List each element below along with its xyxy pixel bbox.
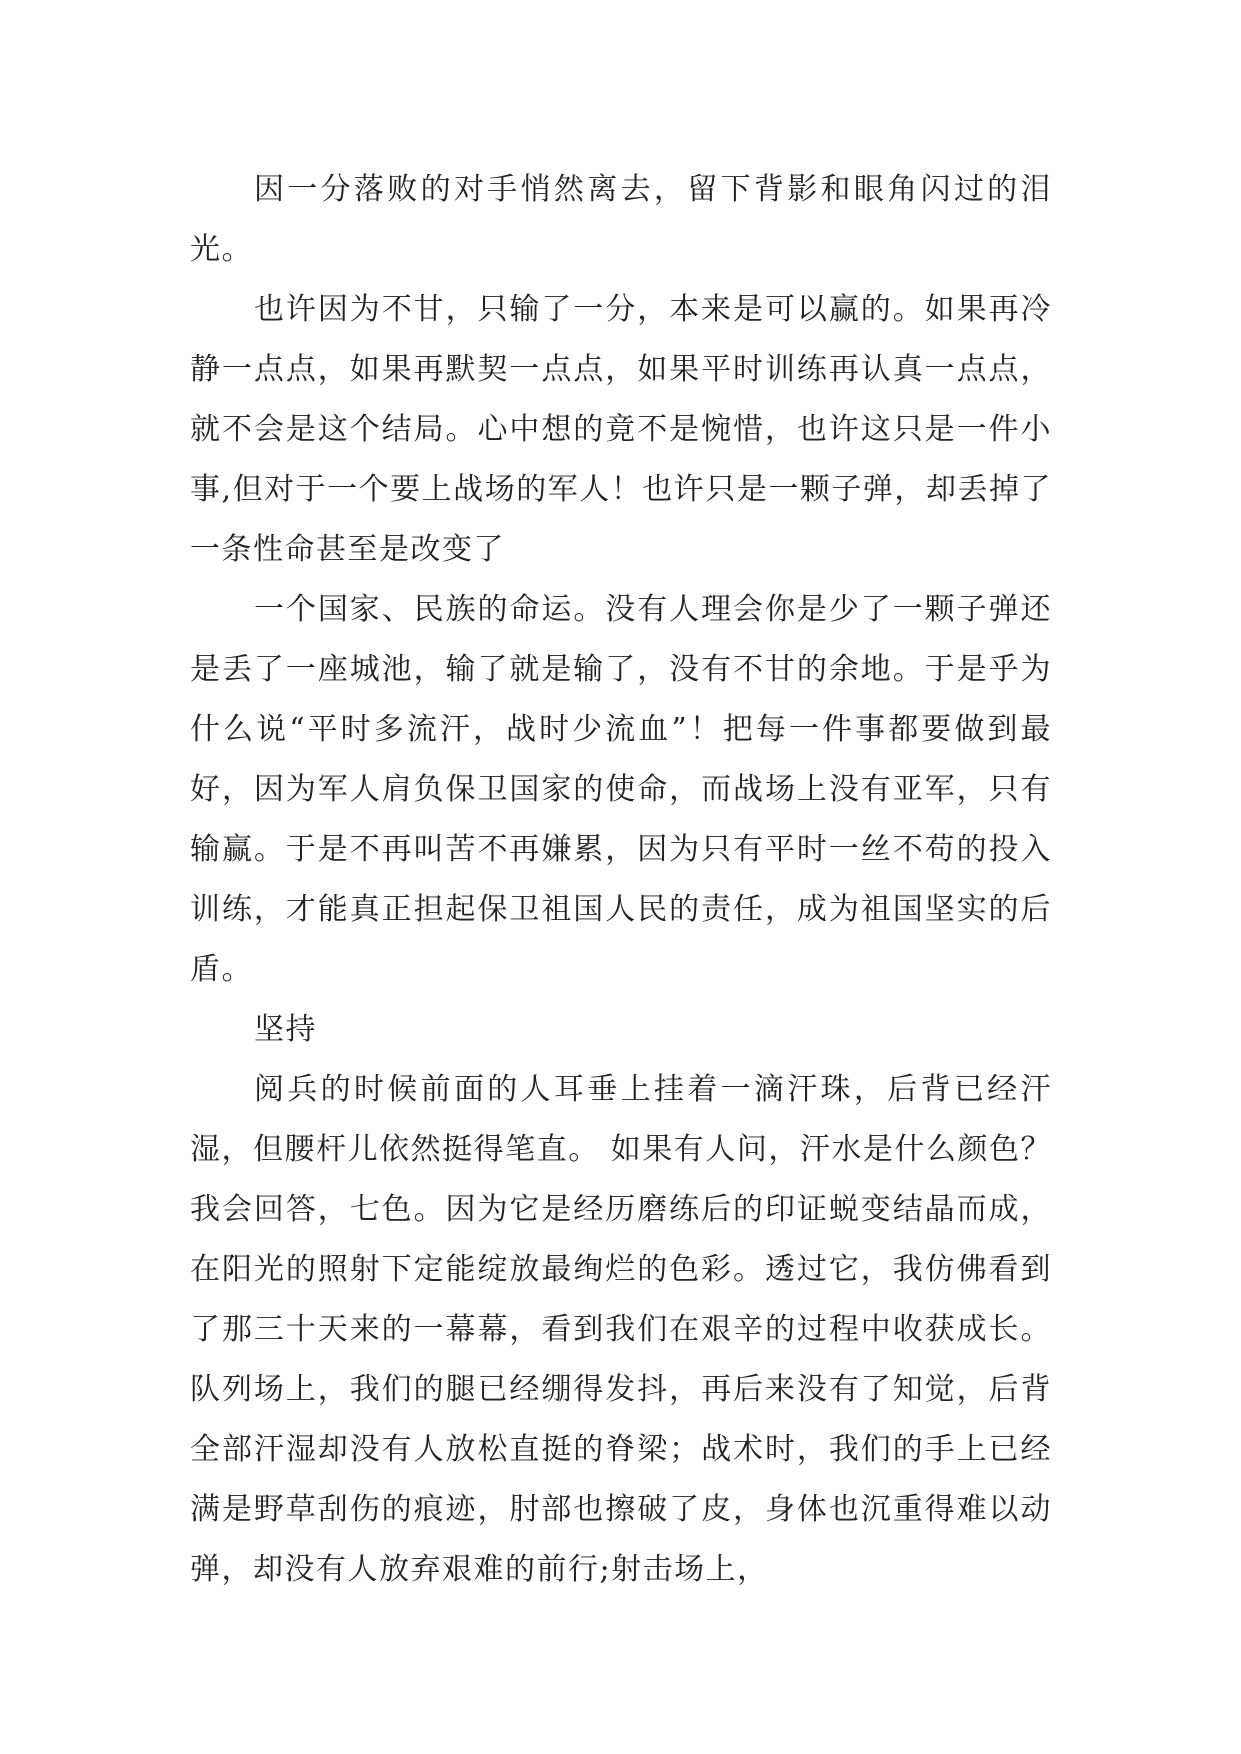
section-heading-persist: 坚持 [254, 1012, 317, 1047]
paragraph-nation-fate: 一个国家、民族的命运。没有人理会你是少了一颗子弹还是丢了一座城池，输了就是输了，没有不甘的余地。于是乎为什么说“平时多流汗，战时少流血”！把每一件事都要做到最好，因为军人肩负保卫国家的使命，而战场上没有亚军，只有输赢。于是不再叫苦不再嫌累，因为只有平时一丝不苟的投入训练，才能真正担起保卫祖国人民的责任，成为祖国坚实的后盾。 [190, 592, 1052, 987]
paragraph-parade: 阅兵的时候前面的人耳垂上挂着一滴汗珠，后背已经汗湿，但腰杆儿依然挺得笔直。 如果有人问，汗水是什么颜色？我会回答，七色。因为它是经历磨练后的印证蜕变结晶而成，在阳光的照射下定能绽放最绚烂的色彩。透过它，我仿佛看到了那三十天来的一幕幕，看到我们在艰辛的过程中收获成长。队列场上，我们的腿已经绷得发抖，再后来没有了知觉，后背全部汗湿却没有人放松直挺的脊梁；战术时，我们的手上已经满是野草刮伤的痕迹，肘部也擦破了皮，身体也沉重得难以动弹，却没有人放弃艰难的前行;射击场上， [190, 1072, 1052, 1587]
document-body [190, 160, 1052, 1600]
paragraph-tears: 因一分落败的对手悄然离去，留下背影和眼角闪过的泪光。 [190, 172, 1052, 267]
paragraph-unwilling: 也许因为不甘，只输了一分，本来是可以赢的。如果再冷静一点点，如果再默契一点点，如果平时训练再认真一点点，就不会是这个结局。心中想的竟不是惋惜，也许这只是一件小事,但对于一个要上战场的军人！也许只是一颗子弹，却丢掉了一条性命甚至是改变了 [190, 292, 1052, 567]
